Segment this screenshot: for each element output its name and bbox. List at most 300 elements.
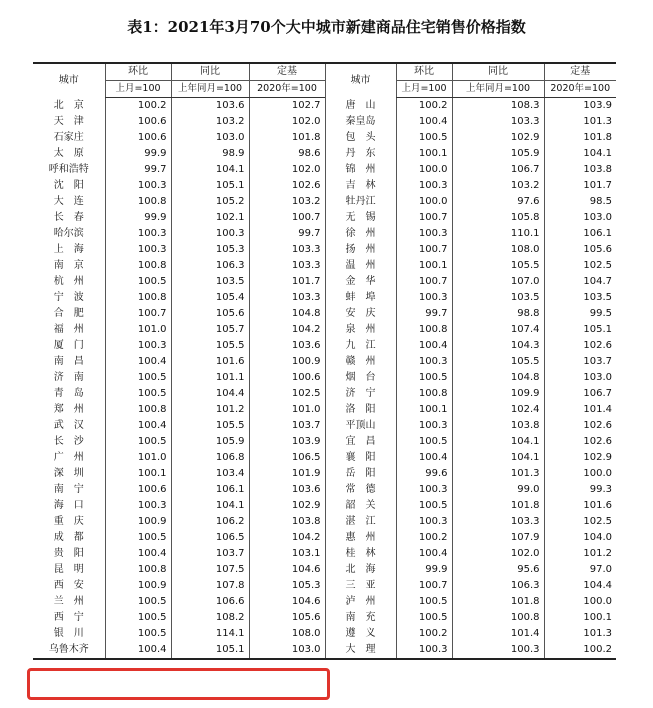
base-cell: 105.6 <box>544 242 616 258</box>
yoy-cell: 103.3 <box>452 114 544 130</box>
table-row <box>33 322 616 338</box>
base-cell: 103.2 <box>249 194 325 210</box>
mom-cell: 100.1 <box>105 466 171 482</box>
table-row <box>33 178 616 194</box>
mom-cell: 100.3 <box>396 482 452 498</box>
base-cell: 102.0 <box>249 162 325 178</box>
table-row <box>33 610 616 626</box>
base-cell: 100.0 <box>544 594 616 610</box>
yoy-cell: 103.2 <box>171 114 249 130</box>
mom-cell: 100.7 <box>396 210 452 226</box>
table-row <box>33 306 616 322</box>
yoy-cell: 108.0 <box>452 242 544 258</box>
mom-cell: 99.7 <box>105 162 171 178</box>
yoy-cell: 104.4 <box>171 386 249 402</box>
mom-cell: 100.6 <box>105 130 171 146</box>
yoy-cell: 105.5 <box>452 354 544 370</box>
mom-cell: 100.1 <box>396 146 452 162</box>
base-cell: 101.2 <box>544 546 616 562</box>
mom-cell: 100.0 <box>396 194 452 210</box>
city-cell: 韶 关 <box>325 498 396 514</box>
table-row <box>33 338 616 354</box>
city-cell: 呼和浩特 <box>48 164 89 175</box>
base-cell: 101.7 <box>544 178 616 194</box>
city-cell: 合 肥 <box>53 308 84 319</box>
city-cell: 惠 州 <box>325 530 396 546</box>
city-cell: 南 京 <box>53 260 84 271</box>
city-cell: 银 川 <box>53 628 84 639</box>
yoy-cell: 108.2 <box>171 610 249 626</box>
mom-cell: 100.3 <box>105 338 171 354</box>
mom-cell: 100.7 <box>396 242 452 258</box>
yoy-cell: 100.3 <box>452 642 544 659</box>
yoy-cell: 102.9 <box>452 130 544 146</box>
yoy-cell: 105.5 <box>171 338 249 354</box>
city-cell: 大 理 <box>325 642 396 659</box>
city-cell: 重 庆 <box>53 516 84 527</box>
table-row <box>33 258 616 274</box>
base-cell: 99.7 <box>249 226 325 242</box>
yoy-cell: 105.5 <box>171 418 249 434</box>
mom-cell: 100.3 <box>396 290 452 306</box>
mom-cell: 100.9 <box>105 578 171 594</box>
base-cell: 106.5 <box>249 450 325 466</box>
mom-cell: 100.8 <box>105 258 171 274</box>
table-row <box>33 226 616 242</box>
base-cell: 100.0 <box>544 466 616 482</box>
header-mom: 环比 <box>105 63 171 81</box>
yoy-cell: 105.9 <box>171 434 249 450</box>
mom-cell: 101.0 <box>105 450 171 466</box>
yoy-cell: 106.7 <box>452 162 544 178</box>
mom-cell: 100.4 <box>396 338 452 354</box>
mom-cell: 100.4 <box>105 418 171 434</box>
base-cell: 104.2 <box>249 322 325 338</box>
yoy-cell: 105.7 <box>171 322 249 338</box>
base-cell: 101.3 <box>544 114 616 130</box>
table-row <box>33 98 616 115</box>
city-cell: 唐 山 <box>325 98 396 115</box>
table-row <box>33 130 616 146</box>
city-cell: 石家庄 <box>53 132 84 143</box>
city-cell: 秦皇岛 <box>325 114 396 130</box>
city-cell: 宜 昌 <box>325 434 396 450</box>
mom-cell: 100.8 <box>105 562 171 578</box>
city-cell: 哈尔滨 <box>53 228 84 239</box>
header-city: 城市 <box>33 63 105 98</box>
mom-cell: 100.8 <box>396 322 452 338</box>
mom-cell: 100.5 <box>105 434 171 450</box>
base-cell: 100.6 <box>249 370 325 386</box>
city-cell: 长 沙 <box>53 436 84 447</box>
mom-cell: 100.4 <box>105 354 171 370</box>
city-cell: 兰 州 <box>53 596 84 607</box>
base-cell: 98.5 <box>544 194 616 210</box>
mom-cell: 99.9 <box>105 210 171 226</box>
mom-cell: 100.3 <box>105 498 171 514</box>
mom-cell: 100.7 <box>396 578 452 594</box>
city-cell: 泸 州 <box>325 594 396 610</box>
mom-cell: 99.9 <box>396 562 452 578</box>
mom-cell: 99.9 <box>105 146 171 162</box>
base-cell: 102.9 <box>249 498 325 514</box>
yoy-cell: 100.8 <box>452 610 544 626</box>
base-cell: 105.3 <box>249 578 325 594</box>
highlight-box <box>27 668 330 700</box>
city-cell: 天 津 <box>53 116 84 127</box>
base-cell: 106.1 <box>544 226 616 242</box>
yoy-cell: 107.0 <box>452 274 544 290</box>
subheader-mom: 上月=100 <box>105 81 171 98</box>
mom-cell: 100.5 <box>396 498 452 514</box>
mom-cell: 100.5 <box>396 130 452 146</box>
city-cell: 湛 江 <box>325 514 396 530</box>
table-row <box>33 354 616 370</box>
base-cell: 104.6 <box>249 562 325 578</box>
table-row <box>33 498 616 514</box>
price-index-table <box>33 62 616 660</box>
yoy-cell: 101.1 <box>171 370 249 386</box>
base-cell: 102.6 <box>544 418 616 434</box>
yoy-cell: 106.1 <box>171 482 249 498</box>
yoy-cell: 105.9 <box>452 146 544 162</box>
header-yoy: 同比 <box>171 63 249 81</box>
base-cell: 98.6 <box>249 146 325 162</box>
yoy-cell: 105.4 <box>171 290 249 306</box>
base-cell: 101.3 <box>544 626 616 642</box>
base-cell: 101.8 <box>249 130 325 146</box>
mom-cell: 100.5 <box>105 386 171 402</box>
table-row <box>33 450 616 466</box>
base-cell: 104.8 <box>249 306 325 322</box>
mom-cell: 100.5 <box>105 594 171 610</box>
base-cell: 105.1 <box>544 322 616 338</box>
base-cell: 101.0 <box>249 402 325 418</box>
city-cell: 赣 州 <box>325 354 396 370</box>
city-cell: 长 春 <box>53 212 84 223</box>
base-cell: 102.5 <box>249 386 325 402</box>
base-cell: 103.0 <box>249 642 325 659</box>
base-cell: 103.0 <box>544 370 616 386</box>
yoy-cell: 104.1 <box>171 162 249 178</box>
city-cell: 南 宁 <box>53 484 84 495</box>
mom-cell: 100.9 <box>105 514 171 530</box>
city-cell: 蚌 埠 <box>325 290 396 306</box>
city-cell: 北 京 <box>53 99 84 111</box>
mom-cell: 100.3 <box>396 642 452 659</box>
base-cell: 103.7 <box>544 354 616 370</box>
city-cell: 扬 州 <box>325 242 396 258</box>
base-cell: 102.6 <box>249 178 325 194</box>
base-cell: 102.0 <box>249 114 325 130</box>
city-cell: 北 海 <box>325 562 396 578</box>
city-cell: 西 安 <box>53 580 84 591</box>
base-cell: 103.6 <box>249 338 325 354</box>
yoy-cell: 106.6 <box>171 594 249 610</box>
city-cell: 包 头 <box>325 130 396 146</box>
city-cell: 烟 台 <box>325 370 396 386</box>
base-cell: 102.6 <box>544 338 616 354</box>
yoy-cell: 101.6 <box>171 354 249 370</box>
mom-cell: 100.7 <box>105 306 171 322</box>
yoy-cell: 102.4 <box>452 402 544 418</box>
city-cell: 锦 州 <box>325 162 396 178</box>
yoy-cell: 103.4 <box>171 466 249 482</box>
base-cell: 104.2 <box>249 530 325 546</box>
table-row <box>33 578 616 594</box>
table-row <box>33 290 616 306</box>
yoy-cell: 104.1 <box>452 450 544 466</box>
yoy-cell: 101.4 <box>452 626 544 642</box>
table-row <box>33 146 616 162</box>
mom-cell: 100.3 <box>105 242 171 258</box>
mom-cell: 99.6 <box>396 466 452 482</box>
table-row <box>33 386 616 402</box>
yoy-cell: 110.1 <box>452 226 544 242</box>
mom-cell: 100.3 <box>396 178 452 194</box>
table-row <box>33 514 616 530</box>
base-cell: 103.9 <box>544 98 616 115</box>
base-cell: 100.1 <box>544 610 616 626</box>
yoy-cell: 105.6 <box>171 306 249 322</box>
table-row <box>33 642 616 659</box>
yoy-cell: 107.4 <box>452 322 544 338</box>
subheader-base: 2020年=100 <box>249 81 325 98</box>
yoy-cell: 109.9 <box>452 386 544 402</box>
city-cell: 安 庆 <box>325 306 396 322</box>
mom-cell: 100.3 <box>396 354 452 370</box>
mom-cell: 100.5 <box>396 370 452 386</box>
base-cell: 103.3 <box>249 258 325 274</box>
base-cell: 101.7 <box>249 274 325 290</box>
mom-cell: 100.3 <box>396 514 452 530</box>
mom-cell: 100.4 <box>105 642 171 659</box>
city-cell: 郑 州 <box>53 404 84 415</box>
subheader-base: 2020年=100 <box>544 81 616 98</box>
yoy-cell: 103.6 <box>171 98 249 115</box>
city-cell: 沈 阳 <box>53 180 84 191</box>
yoy-cell: 101.2 <box>171 402 249 418</box>
city-cell: 泉 州 <box>325 322 396 338</box>
yoy-cell: 103.3 <box>452 514 544 530</box>
yoy-cell: 103.7 <box>171 546 249 562</box>
yoy-cell: 106.5 <box>171 530 249 546</box>
table-row <box>33 114 616 130</box>
city-cell: 洛 阳 <box>325 402 396 418</box>
base-cell: 103.3 <box>249 242 325 258</box>
table-row <box>33 418 616 434</box>
yoy-cell: 106.8 <box>171 450 249 466</box>
yoy-cell: 105.1 <box>171 642 249 659</box>
city-cell: 海 口 <box>53 500 84 511</box>
yoy-cell: 103.5 <box>452 290 544 306</box>
mom-cell: 100.1 <box>396 402 452 418</box>
table-title: 表1：2021年3月70个大中城市新建商品住宅销售价格指数 <box>127 18 526 36</box>
header-city: 城市 <box>325 63 396 98</box>
mom-cell: 100.4 <box>396 546 452 562</box>
base-cell: 100.2 <box>544 642 616 659</box>
mom-cell: 100.5 <box>105 274 171 290</box>
table-body <box>33 98 616 660</box>
yoy-cell: 106.3 <box>452 578 544 594</box>
city-cell: 大 连 <box>53 196 84 207</box>
base-cell: 102.5 <box>544 258 616 274</box>
yoy-cell: 104.1 <box>452 434 544 450</box>
city-cell: 南 充 <box>325 610 396 626</box>
city-cell: 南 昌 <box>53 356 84 367</box>
mom-cell: 100.1 <box>396 258 452 274</box>
table-row <box>33 626 616 642</box>
subheader-yoy: 上年同月=100 <box>452 81 544 98</box>
city-cell: 昆 明 <box>53 564 84 575</box>
city-cell: 平顶山 <box>325 418 396 434</box>
yoy-cell: 102.0 <box>452 546 544 562</box>
mom-cell: 100.5 <box>396 610 452 626</box>
yoy-cell: 107.5 <box>171 562 249 578</box>
base-cell: 103.3 <box>249 290 325 306</box>
yoy-cell: 105.8 <box>452 210 544 226</box>
header-mom: 环比 <box>396 63 452 81</box>
mom-cell: 100.8 <box>396 386 452 402</box>
base-cell: 100.7 <box>249 210 325 226</box>
city-cell: 三 亚 <box>325 578 396 594</box>
table-row <box>33 466 616 482</box>
subheader-mom: 上月=100 <box>396 81 452 98</box>
city-cell: 厦 门 <box>53 340 84 351</box>
base-cell: 102.9 <box>544 450 616 466</box>
mom-cell: 100.8 <box>105 402 171 418</box>
table-row <box>33 482 616 498</box>
yoy-cell: 114.1 <box>171 626 249 642</box>
header-base: 定基 <box>544 63 616 81</box>
base-cell: 103.5 <box>544 290 616 306</box>
yoy-cell: 108.3 <box>452 98 544 115</box>
yoy-cell: 98.9 <box>171 146 249 162</box>
yoy-cell: 95.6 <box>452 562 544 578</box>
mom-cell: 100.0 <box>396 162 452 178</box>
mom-cell: 100.5 <box>105 626 171 642</box>
yoy-cell: 105.1 <box>171 178 249 194</box>
table-row <box>33 562 616 578</box>
yoy-cell: 99.0 <box>452 482 544 498</box>
city-cell: 深 圳 <box>53 468 84 479</box>
mom-cell: 100.3 <box>396 226 452 242</box>
yoy-cell: 106.3 <box>171 258 249 274</box>
city-cell: 牡丹江 <box>325 194 396 210</box>
city-cell: 金 华 <box>325 274 396 290</box>
base-cell: 104.6 <box>249 594 325 610</box>
base-cell: 105.6 <box>249 610 325 626</box>
yoy-cell: 100.3 <box>171 226 249 242</box>
base-cell: 103.0 <box>544 210 616 226</box>
city-cell: 桂 林 <box>325 546 396 562</box>
table-row <box>33 210 616 226</box>
mom-cell: 100.3 <box>105 178 171 194</box>
city-cell: 乌鲁木齐 <box>33 642 105 659</box>
yoy-cell: 107.8 <box>171 578 249 594</box>
yoy-cell: 106.2 <box>171 514 249 530</box>
yoy-cell: 103.0 <box>171 130 249 146</box>
city-cell: 常 德 <box>325 482 396 498</box>
mom-cell: 100.3 <box>105 226 171 242</box>
base-cell: 99.5 <box>544 306 616 322</box>
city-cell: 遵 义 <box>325 626 396 642</box>
city-cell: 广 州 <box>53 452 84 463</box>
base-cell: 103.8 <box>249 514 325 530</box>
base-cell: 104.4 <box>544 578 616 594</box>
city-cell: 徐 州 <box>325 226 396 242</box>
yoy-cell: 103.5 <box>171 274 249 290</box>
mom-cell: 100.4 <box>105 546 171 562</box>
yoy-cell: 104.3 <box>452 338 544 354</box>
yoy-cell: 101.8 <box>452 594 544 610</box>
table-row <box>33 370 616 386</box>
base-cell: 97.0 <box>544 562 616 578</box>
yoy-cell: 105.3 <box>171 242 249 258</box>
table-row <box>33 194 616 210</box>
base-cell: 103.6 <box>249 482 325 498</box>
city-cell: 九 江 <box>325 338 396 354</box>
city-cell: 福 州 <box>53 324 84 335</box>
mom-cell: 100.7 <box>396 274 452 290</box>
base-cell: 104.7 <box>544 274 616 290</box>
city-cell: 武 汉 <box>53 420 84 431</box>
yoy-cell: 98.8 <box>452 306 544 322</box>
yoy-cell: 102.1 <box>171 210 249 226</box>
yoy-cell: 107.9 <box>452 530 544 546</box>
mom-cell: 100.2 <box>396 530 452 546</box>
mom-cell: 100.5 <box>105 530 171 546</box>
table-row <box>33 402 616 418</box>
mom-cell: 100.8 <box>105 290 171 306</box>
header-base: 定基 <box>249 63 325 81</box>
yoy-cell: 104.1 <box>171 498 249 514</box>
mom-cell: 100.5 <box>396 434 452 450</box>
mom-cell: 100.6 <box>105 114 171 130</box>
base-cell: 101.6 <box>544 498 616 514</box>
mom-cell: 100.2 <box>105 98 171 115</box>
header-yoy: 同比 <box>452 63 544 81</box>
base-cell: 106.7 <box>544 386 616 402</box>
mom-cell: 100.5 <box>105 370 171 386</box>
city-cell: 襄 阳 <box>325 450 396 466</box>
table-row <box>33 530 616 546</box>
base-cell: 99.3 <box>544 482 616 498</box>
mom-cell: 100.3 <box>396 418 452 434</box>
base-cell: 103.7 <box>249 418 325 434</box>
base-cell: 108.0 <box>249 626 325 642</box>
mom-cell: 100.2 <box>396 626 452 642</box>
mom-cell: 100.5 <box>105 610 171 626</box>
city-cell: 温 州 <box>325 258 396 274</box>
yoy-cell: 104.8 <box>452 370 544 386</box>
mom-cell: 100.5 <box>396 594 452 610</box>
table-row <box>33 274 616 290</box>
yoy-cell: 103.2 <box>452 178 544 194</box>
city-cell: 济 宁 <box>325 386 396 402</box>
base-cell: 102.7 <box>249 98 325 115</box>
yoy-cell: 105.2 <box>171 194 249 210</box>
mom-cell: 101.0 <box>105 322 171 338</box>
yoy-cell: 101.3 <box>452 466 544 482</box>
city-cell: 宁 波 <box>53 292 84 303</box>
subheader-yoy: 上年同月=100 <box>171 81 249 98</box>
city-cell: 无 锡 <box>325 210 396 226</box>
city-cell: 青 岛 <box>53 388 84 399</box>
mom-cell: 100.4 <box>396 114 452 130</box>
city-cell: 济 南 <box>53 372 84 383</box>
yoy-cell: 103.8 <box>452 418 544 434</box>
